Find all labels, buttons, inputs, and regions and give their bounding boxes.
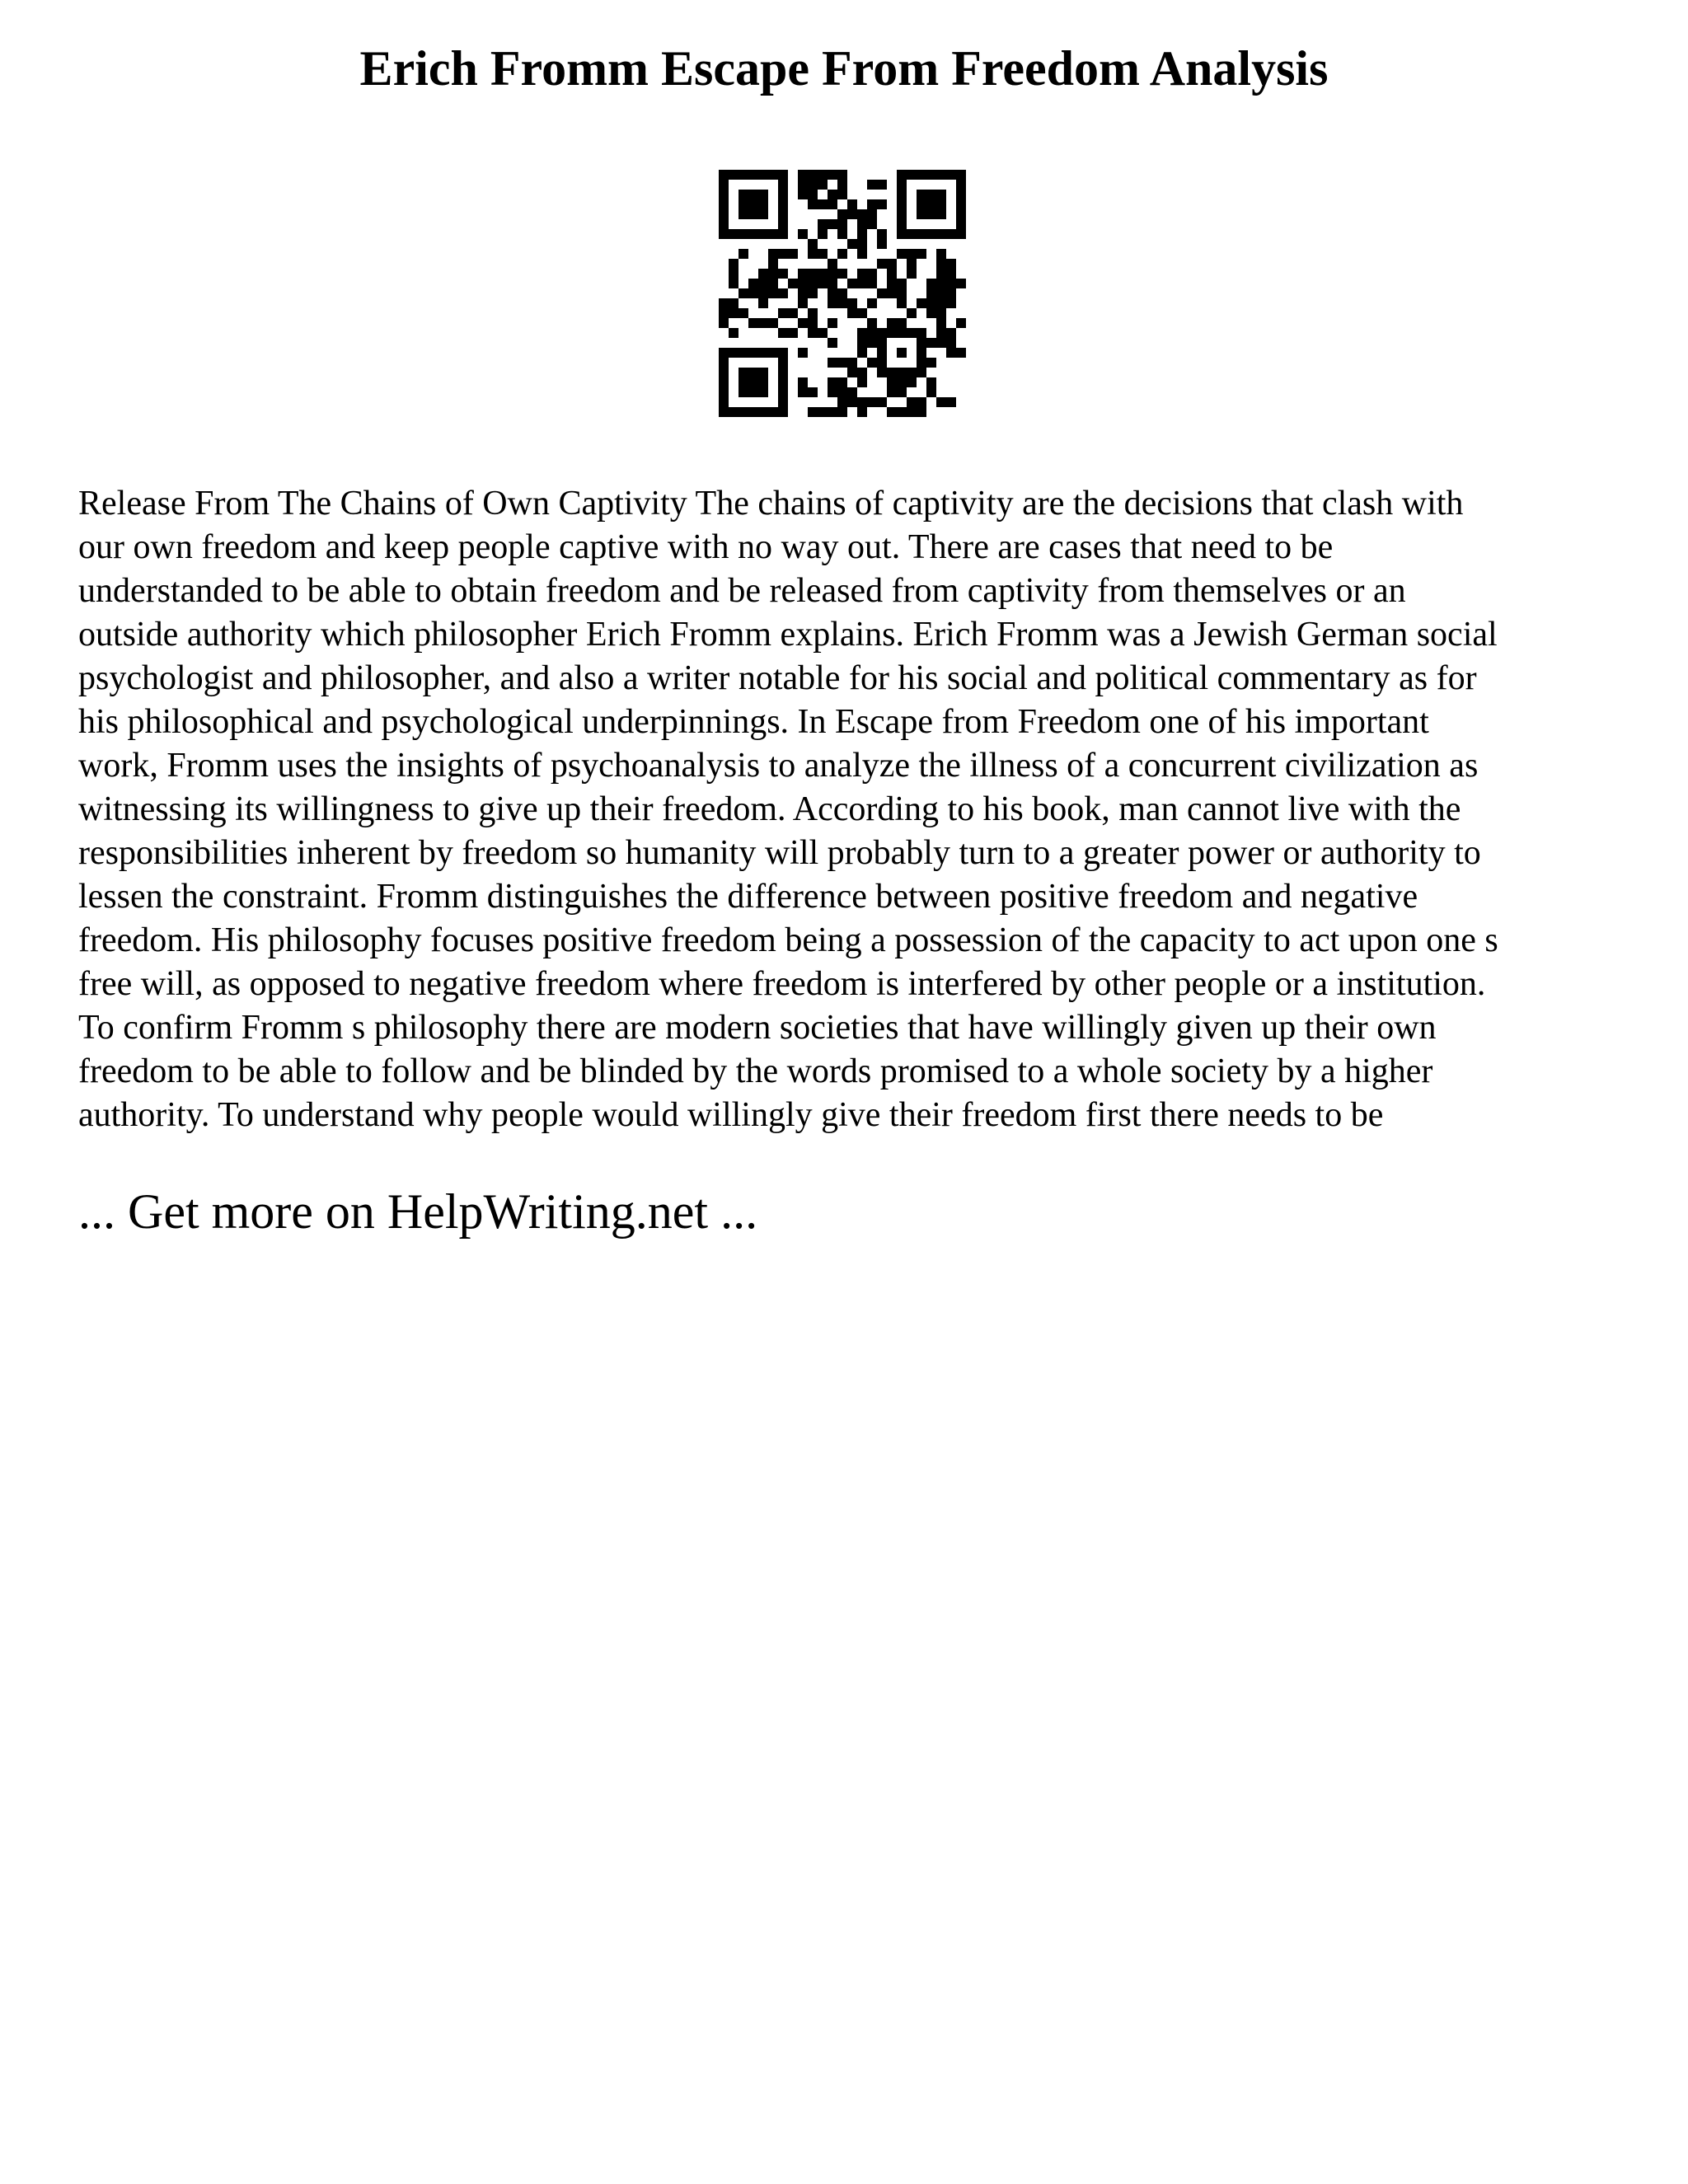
body-line: authority. To understand why people would willingly give their freedom first there needs to be xyxy=(78,1096,1384,1134)
body-line: our own freedom and keep people captive with no way out. There are cases that need to be xyxy=(78,528,1334,566)
body-line: witnessing its willingness to give up their freedom. According to his book, man cannot live with the xyxy=(78,790,1461,828)
body-line: outside authority which philosopher Erich Fromm explains. Erich Fromm was a Jewish German social xyxy=(78,616,1498,654)
qr-code-icon xyxy=(719,170,966,417)
body-line: his philosophical and psychological underpinnings. In Escape from Freedom one of his important xyxy=(78,703,1429,741)
body-line: To confirm Fromm s philosophy there are modern societies that have willingly given up their own xyxy=(78,1009,1437,1047)
body-line: responsibilities inherent by freedom so humanity will probably turn to a greater power or authority to xyxy=(78,834,1481,872)
body-line: freedom. His philosophy focuses positive freedom being a possession of the capacity to act upon one s xyxy=(78,921,1498,959)
body-line: understanded to be able to obtain freedom and be released from captivity from themselves or an xyxy=(78,572,1406,610)
body-line: free will, as opposed to negative freedom where freedom is interfered by other people or a institution. xyxy=(78,965,1486,1003)
body-text xyxy=(78,482,1644,1137)
body-line: lessen the constraint. Fromm distinguishes the difference between positive freedom and negative xyxy=(78,878,1418,916)
get-more-link[interactable]: ... Get more on HelpWriting.net ... xyxy=(78,1184,758,1239)
body-line: Release From The Chains of Own Captivity The chains of captivity are the decisions that clash with xyxy=(78,485,1464,523)
body-line: work, Fromm uses the insights of psychoanalysis to analyze the illness of a concurrent civilization as xyxy=(78,747,1479,785)
page-title: Erich Fromm Escape From Freedom Analysis xyxy=(359,41,1329,96)
body-line: psychologist and philosopher, and also a writer notable for his social and political commentary as for xyxy=(78,659,1477,697)
body-line: freedom to be able to follow and be blinded by the words promised to a whole society by a higher xyxy=(78,1052,1433,1090)
